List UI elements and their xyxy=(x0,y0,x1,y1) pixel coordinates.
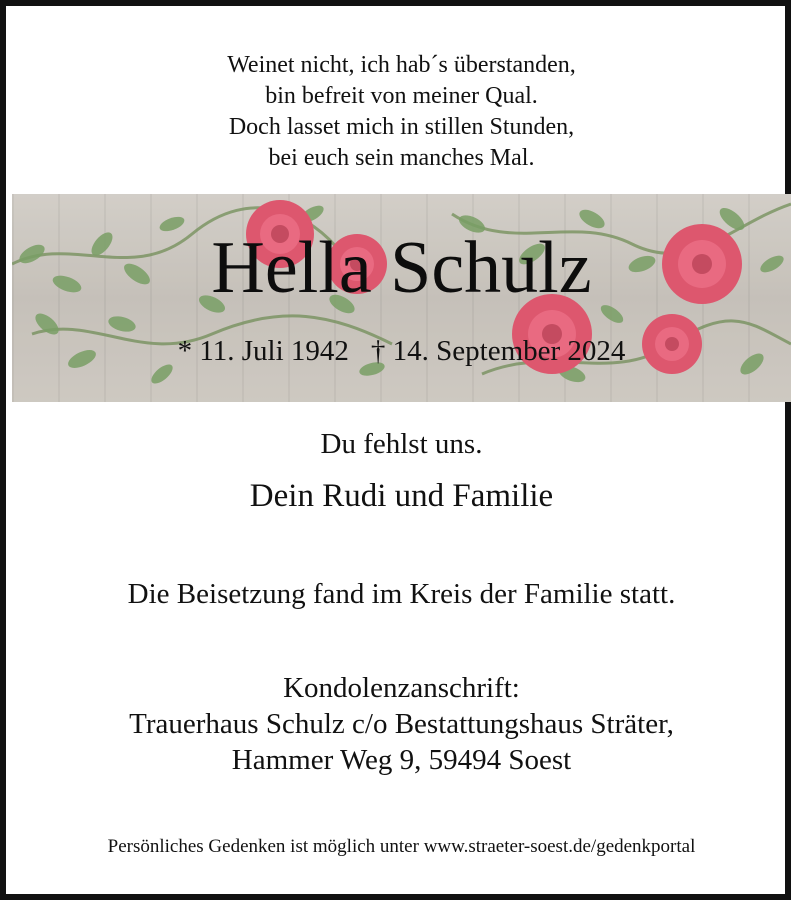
condolence-heading: Kondolenzanschrift: xyxy=(283,672,520,704)
condolence-address xyxy=(6,670,791,778)
condolence-line: Trauerhaus Schulz c/o Bestattungshaus Sträter, xyxy=(129,708,674,740)
burial-note: Die Beisetzung fand im Kreis der Familie statt. xyxy=(127,578,676,610)
roses-banner xyxy=(12,194,791,402)
condolence-line: Hammer Weg 9, 59494 Soest xyxy=(231,744,572,776)
death-date: † 14. September 2024 xyxy=(370,335,626,367)
life-dates xyxy=(12,334,791,368)
poem xyxy=(6,50,791,174)
footer-note: Persönliches Gedenken ist möglich unter www.straeter-soest.de/gedenkportal xyxy=(107,836,696,857)
poem-line: Doch lasset mich in stillen Stunden, xyxy=(228,114,575,140)
deceased-name: Hella Schulz xyxy=(211,227,592,309)
message: Du fehlst uns. xyxy=(320,428,483,460)
poem-line: Weinet nicht, ich hab´s überstanden, xyxy=(227,52,576,78)
mourners: Dein Rudi und Familie xyxy=(249,478,554,514)
poem-line: bin befreit von meiner Qual. xyxy=(265,83,538,109)
poem-line: bei euch sein manches Mal. xyxy=(268,145,535,171)
birth-date: * 11. Juli 1942 xyxy=(177,335,349,367)
